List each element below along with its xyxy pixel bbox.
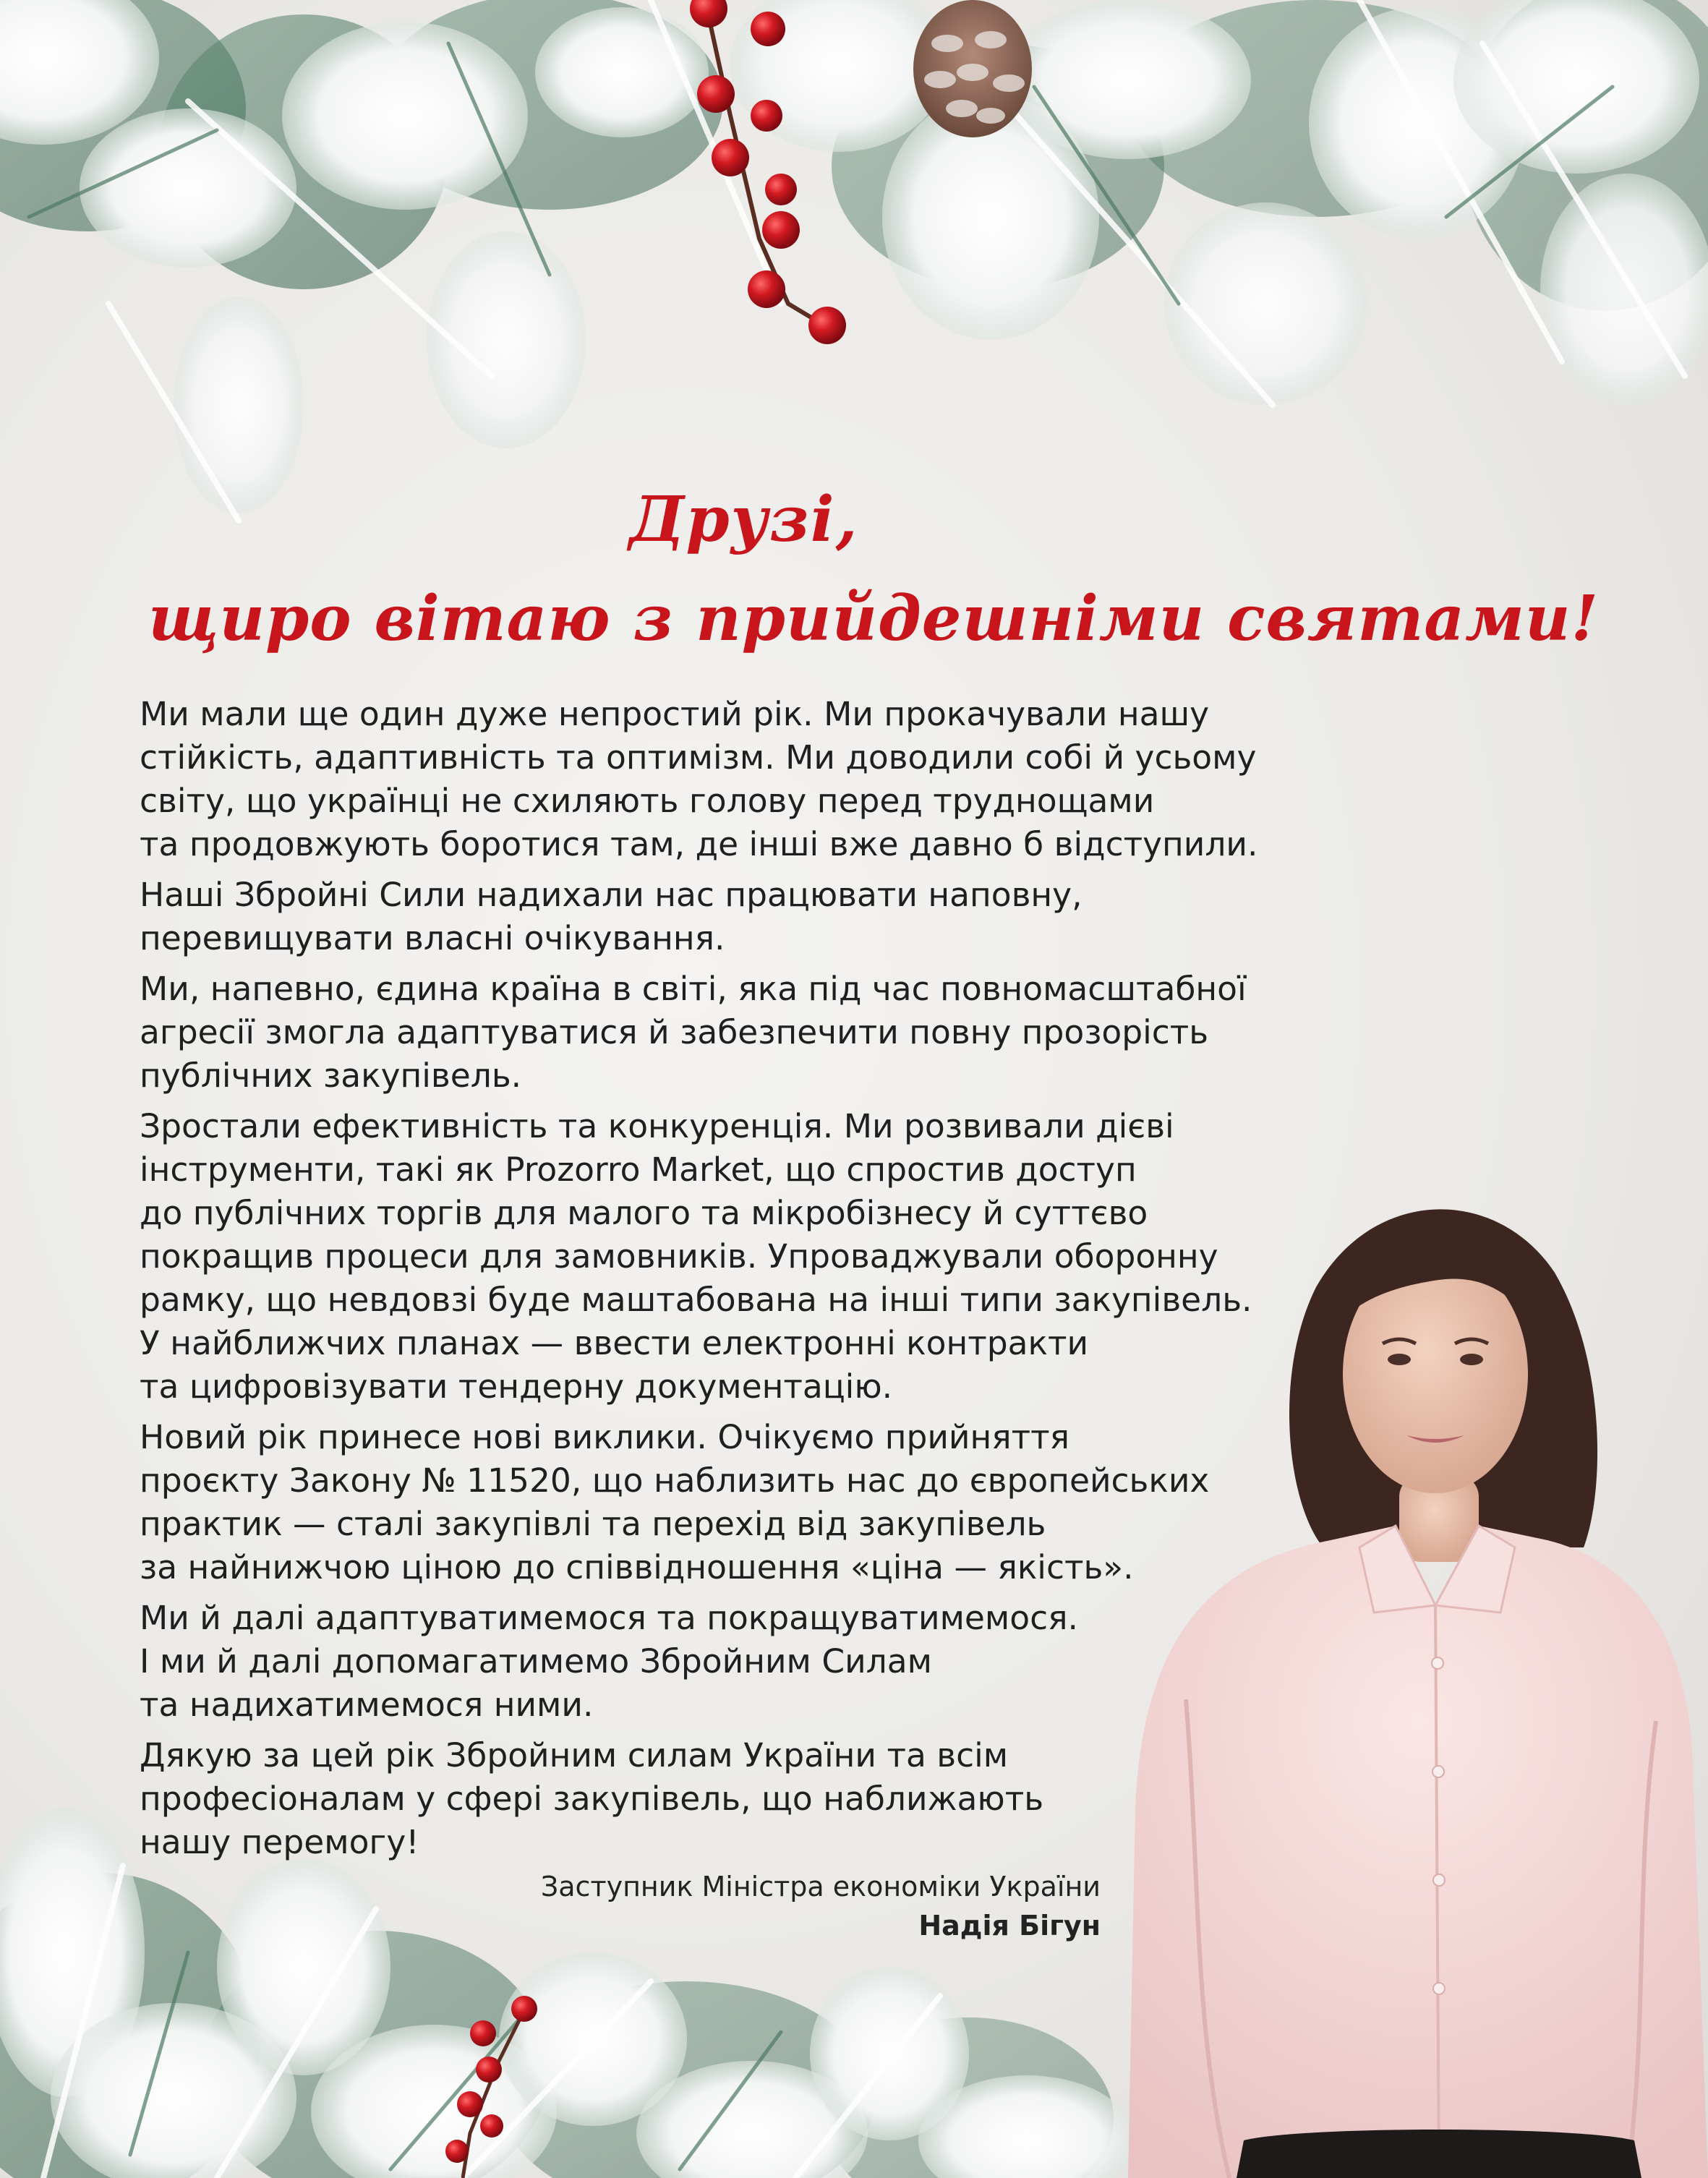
letter-body bbox=[140, 693, 1268, 1871]
pine-cone bbox=[913, 0, 1032, 137]
letter-line: інструменти, такі як Prozorro Market, що спростив доступ bbox=[140, 1150, 1137, 1189]
letter-paragraph bbox=[140, 874, 1268, 960]
letter-line: професіоналам у сфері закупівель, що наближають bbox=[140, 1780, 1044, 1818]
letter-line: проєкту Закону № 11520, що наблизить нас до європейських bbox=[140, 1461, 1210, 1500]
letter-line: У найближчих планах — ввести електронні контракти bbox=[140, 1324, 1089, 1362]
letter-paragraph bbox=[140, 1416, 1268, 1589]
letter-line: стійкість, адаптивність та оптимізм. Ми доводили собі й усьому bbox=[140, 738, 1257, 777]
letter-line: Новий рік принесе нові виклики. Очікуємо прийняття bbox=[140, 1418, 1069, 1456]
letter-line: покращив процеси для замовників. Упроваджували оборонну bbox=[140, 1237, 1218, 1276]
letter-line: нашу перемогу! bbox=[140, 1823, 419, 1861]
letter-line: світу, що українці не схиляють голову перед труднощами bbox=[140, 782, 1155, 820]
letter-paragraph bbox=[140, 693, 1268, 866]
letter-line: та продовжують боротися там, де інші вже давно б відступили. bbox=[140, 825, 1258, 863]
letter-line: перевищувати власні очікування. bbox=[140, 919, 725, 957]
letter-paragraph bbox=[140, 968, 1268, 1098]
letter-line: публічних закупівель. bbox=[140, 1056, 522, 1095]
greeting-title-line1: Друзі, bbox=[629, 483, 859, 556]
letter-paragraph bbox=[140, 1734, 1268, 1864]
letter-line: та надихатимемося ними. bbox=[140, 1686, 594, 1724]
signature-block bbox=[541, 1867, 1101, 1945]
letter-line: та цифровізувати тендерну документацію. bbox=[140, 1367, 893, 1406]
fir-branches-top bbox=[0, 0, 1708, 521]
signature-name: Надія Бігун bbox=[918, 1910, 1101, 1942]
letter-line: за найнижчою ціною до співвідношення «ціна — якість». bbox=[140, 1548, 1134, 1586]
letter-line: агресії змогла адаптуватися й забезпечити повну прозорість bbox=[140, 1013, 1209, 1051]
letter-line: до публічних торгів для малого та мікробізнесу й суттєво bbox=[140, 1194, 1148, 1232]
signature-position: Заступник Міністра економіки України bbox=[540, 1871, 1101, 1902]
letter-line: Ми й далі адаптуватимемося та покращуватимемося. bbox=[140, 1599, 1078, 1637]
letter-paragraph bbox=[140, 1597, 1268, 1727]
letter-paragraph bbox=[140, 1105, 1268, 1409]
letter-line: Дякую за цей рік Збройним силам України та всім bbox=[140, 1736, 1009, 1775]
letter-line: Наші Збройні Сили надихали нас працювати наповну, bbox=[140, 876, 1083, 914]
letter-line: рамку, що невдовзі буде маштабована на інші типи закупівель. bbox=[140, 1281, 1252, 1319]
letter-line: Ми, напевно, єдина країна в світі, яка під час повномасштабної bbox=[140, 970, 1247, 1008]
letter-line: І ми й далі допомагатимемо Збройним Силам bbox=[140, 1642, 932, 1681]
greeting-title-line2: щиро вітаю з прийдешніми святами! bbox=[148, 582, 1600, 655]
letter-line: Зростали ефективність та конкуренція. Ми розвивали дієві bbox=[140, 1107, 1174, 1145]
letter-line: Ми мали ще один дуже непростий рік. Ми прокачували нашу bbox=[140, 695, 1210, 733]
letter-line: практик — сталі закупівлі та перехід від закупівель bbox=[140, 1505, 1046, 1543]
